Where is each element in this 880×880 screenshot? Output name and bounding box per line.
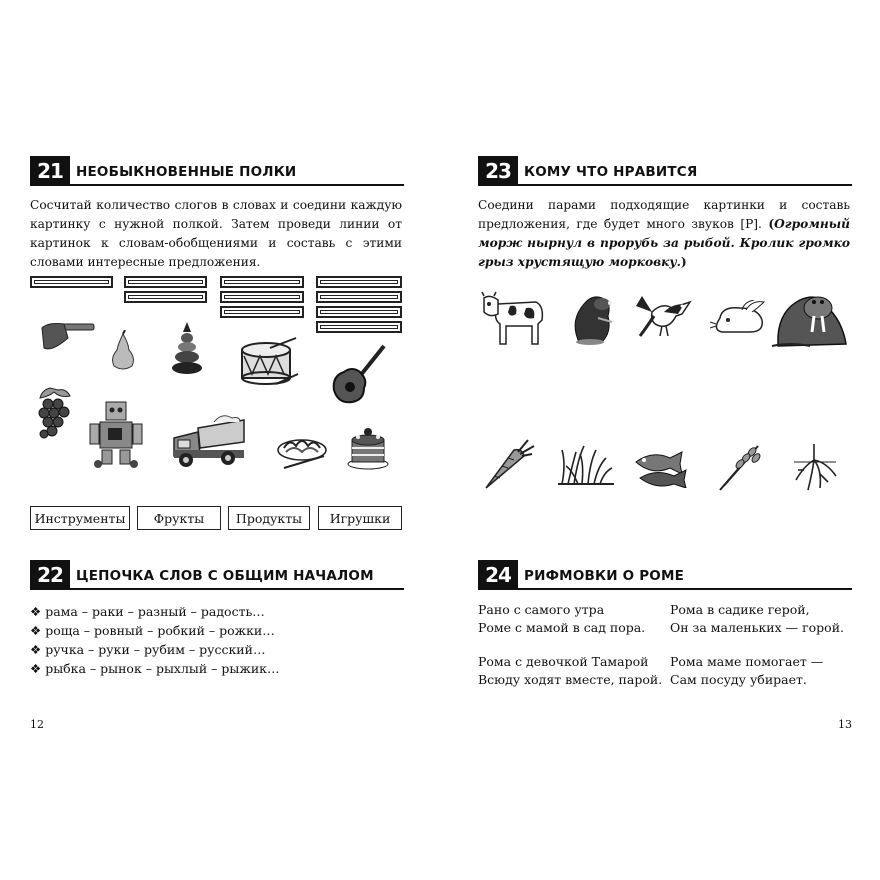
instructions-example: Огромный морж нырнул в прорубь за рыбой. Кролик громко грыз хрустящую морковку. bbox=[478, 217, 851, 269]
fish-icon[interactable] bbox=[630, 448, 690, 488]
bullet-icon: ❖ bbox=[30, 604, 42, 619]
section-23-instructions bbox=[478, 196, 850, 272]
bullet-icon: ❖ bbox=[30, 661, 42, 676]
section-22-header bbox=[30, 556, 404, 590]
pyramid-toy-icon[interactable] bbox=[170, 320, 204, 378]
list-item bbox=[30, 621, 279, 640]
cake-icon[interactable] bbox=[346, 424, 390, 470]
cow-icon[interactable] bbox=[480, 290, 548, 348]
truck-icon[interactable] bbox=[170, 412, 248, 470]
poem-line: Всюду ходят вместе, парой. bbox=[478, 672, 663, 687]
section-number: 23 bbox=[478, 156, 518, 186]
guitar-icon[interactable] bbox=[330, 342, 388, 408]
list-item bbox=[30, 602, 279, 621]
category-instruments[interactable]: Инструменты bbox=[30, 506, 130, 530]
shelf-plank bbox=[220, 306, 304, 318]
section-21-header bbox=[30, 152, 404, 186]
section-title: ЦЕПОЧКА СЛОВ С ОБЩИМ НАЧАЛОМ bbox=[76, 568, 374, 584]
category-toys[interactable]: Игрушки bbox=[318, 506, 402, 530]
chain-line: рыбка – рынок – рыхлый – рыжик… bbox=[45, 661, 280, 676]
pear-icon[interactable] bbox=[108, 330, 138, 372]
chain-line: роща – ровный – робкий – рожки… bbox=[45, 623, 275, 638]
bullet-icon: ❖ bbox=[30, 623, 42, 638]
list-item bbox=[30, 659, 279, 678]
bullet-icon: ❖ bbox=[30, 642, 42, 657]
category-products[interactable]: Продукты bbox=[228, 506, 310, 530]
category-fruits[interactable]: Фрукты bbox=[137, 506, 221, 530]
rabbit-icon[interactable] bbox=[706, 300, 768, 338]
shelf-plank bbox=[316, 276, 402, 288]
carrot-icon[interactable] bbox=[480, 436, 536, 492]
poem-3 bbox=[478, 653, 662, 689]
paren-close: ) bbox=[680, 255, 687, 269]
section-21-instructions: Сосчитай количество слогов в словах и соедини каждую картинку с нужной полкой. Затем проведи линии от картинок к словам-обобщениями и составь с этими словами интересные предложения. bbox=[30, 198, 402, 269]
poem-line: Рома в садике герой, bbox=[670, 602, 810, 617]
shelf-plank bbox=[316, 321, 402, 333]
shelf-1[interactable] bbox=[30, 276, 113, 291]
grass-icon[interactable] bbox=[558, 444, 614, 486]
section-title: КОМУ ЧТО НРАВИТСЯ bbox=[524, 164, 698, 180]
walrus-icon[interactable] bbox=[770, 286, 850, 352]
poem-line: Сам посуду убирает. bbox=[670, 672, 807, 687]
shelf-plank bbox=[220, 276, 304, 288]
section-number: 22 bbox=[30, 560, 70, 590]
instructions-plain: Соедини парами подходящие картинки и составь предложения, где будет много звуков [Р]. bbox=[478, 198, 850, 231]
poem-1 bbox=[478, 601, 645, 637]
page-number-left: 12 bbox=[30, 718, 44, 731]
shelf-plank bbox=[124, 291, 207, 303]
header-rule bbox=[30, 588, 404, 590]
word-chain-list bbox=[30, 602, 279, 678]
drum-icon[interactable] bbox=[238, 336, 300, 388]
robot-icon[interactable] bbox=[88, 398, 144, 470]
poem-line: Он за маленьких — горой. bbox=[670, 620, 844, 635]
mole-icon[interactable] bbox=[562, 290, 618, 346]
chain-line: ручка – руки – рубим – русский… bbox=[45, 642, 266, 657]
section-24-header bbox=[478, 556, 852, 590]
poem-2 bbox=[670, 601, 844, 637]
roots-icon[interactable] bbox=[790, 440, 840, 492]
shelf-plank bbox=[220, 291, 304, 303]
shelf-2[interactable] bbox=[124, 276, 207, 306]
shelf-plank bbox=[316, 291, 402, 303]
magpie-icon[interactable] bbox=[632, 292, 694, 340]
section-number: 21 bbox=[30, 156, 70, 186]
list-item bbox=[30, 640, 279, 659]
poem-line: Рома с девочкой Тамарой bbox=[478, 654, 649, 669]
grapes-icon[interactable] bbox=[34, 386, 74, 442]
section-23-header bbox=[478, 152, 852, 186]
axe-icon[interactable] bbox=[38, 318, 98, 356]
poem-line: Роме с мамой в сад пора. bbox=[478, 620, 646, 635]
header-rule bbox=[30, 184, 404, 186]
section-number: 24 bbox=[478, 560, 518, 590]
page-number-right: 13 bbox=[838, 718, 852, 731]
poem-4 bbox=[670, 653, 823, 689]
poem-line: Рано с самого утра bbox=[478, 602, 605, 617]
right-page bbox=[440, 0, 880, 880]
header-rule bbox=[478, 184, 852, 186]
section-title: НЕОБЫКНОВЕННЫЕ ПОЛКИ bbox=[76, 164, 297, 180]
paren-open: ( bbox=[768, 217, 775, 231]
shelf-plank bbox=[316, 306, 402, 318]
wheat-icon[interactable] bbox=[714, 440, 764, 492]
poem-line: Рома маме помогает — bbox=[670, 654, 824, 669]
header-rule bbox=[478, 588, 852, 590]
shelf-plank bbox=[124, 276, 207, 288]
chain-line: рама – раки – разный – радость… bbox=[45, 604, 265, 619]
noodles-icon[interactable] bbox=[274, 428, 330, 472]
shelf-plank bbox=[30, 276, 113, 288]
shelf-4[interactable] bbox=[316, 276, 402, 336]
shelf-3[interactable] bbox=[220, 276, 304, 321]
section-title: РИФМОВКИ О РОМЕ bbox=[524, 568, 685, 584]
